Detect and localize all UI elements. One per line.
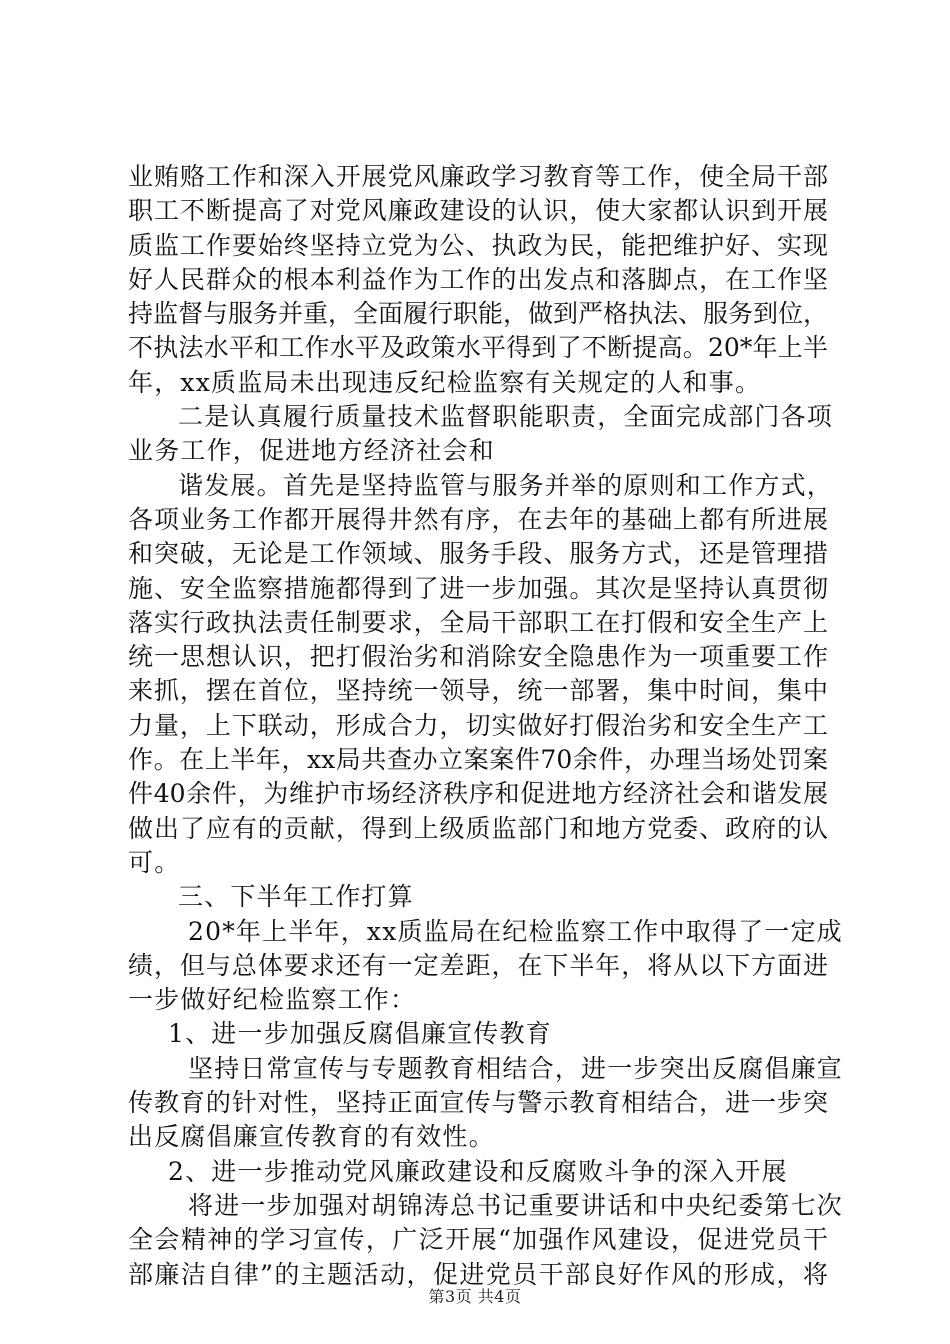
paragraph-start-line: 将进一步加强对胡锦涛总书记重要讲话和中央纪委第七次 (188, 1190, 844, 1220)
paragraph-start-line: 谐发展。首先是坚持监管与服务并举的原则和工作方式， (178, 470, 834, 500)
text-line: 业务工作，促进地方经济社会和 (128, 436, 495, 466)
text-line: 施、安全监察措施都得到了进一步加强。其次是坚持认真贯彻 (128, 573, 828, 603)
paragraph-start-line: 坚持日常宣传与专题教育相结合，进一步突出反腐倡廉宣 (188, 1053, 844, 1083)
text-line: 一步做好纪检监察工作： (128, 985, 417, 1015)
text-line: 作。在上半年，xx局共查办立案案件70余件，办理当场处罚案 (128, 745, 828, 775)
text-line: 不执法水平和工作水平及政策水平得到了不断提高。20*年上半 (128, 333, 828, 363)
text-line: 统一思想认识，把打假治劣和消除安全隐患作为一项重要工作 (128, 642, 828, 672)
text-line: 各项业务工作都开展得井然有序，在去年的基础上都有所进展 (128, 504, 828, 534)
text-line: 部廉洁自律”的主题活动，促进党员干部良好作风的形成，将 (128, 1259, 828, 1289)
paragraph-start-line: 二是认真履行质量技术监督职能职责，全面完成部门各项 (178, 402, 834, 432)
text-line: 可。 (128, 847, 181, 877)
text-line: 持监督与服务并重，全面履行职能，做到严格执法、服务到位， (128, 299, 829, 329)
text-line: 做出了应有的贡献，得到上级质监部门和地方党委、政府的认 (128, 813, 828, 843)
subsection-heading: 2、进一步推动党风廉政建设和反腐败斗争的深入开展 (168, 1156, 788, 1186)
subsection-heading: 1、进一步加强反腐倡廉宣传教育 (168, 1019, 552, 1049)
text-line: 好人民群众的根本利益作为工作的出发点和落脚点，在工作坚 (128, 264, 828, 294)
section-heading: 三、下半年工作打算 (178, 882, 414, 912)
text-line: 传教育的针对性，坚持正面宣传与警示教育相结合，进一步突 (128, 1088, 828, 1118)
text-line: 职工不断提高了对党风廉政建设的认识，使大家都认识到开展 (128, 196, 828, 226)
text-line: 落实行政执法责任制要求，全局干部职工在打假和安全生产上 (128, 607, 828, 637)
text-line: 质监工作要始终坚持立党为公、执政为民，能把维护好、实现 (128, 230, 828, 260)
text-line: 业贿赂工作和深入开展党风廉政学习教育等工作，使全局干部 (128, 162, 828, 191)
text-line: 力量，上下联动，形成合力，切实做好打假治劣和安全生产工 (128, 710, 828, 740)
text-line: 来抓，摆在首位，坚持统一领导，统一部署，集中时间，集中 (128, 676, 828, 706)
text-line: 全会精神的学习宣传，广泛开展“加强作风建设，促进党员干 (128, 1225, 828, 1255)
text-line: 年，xx质监局未出现违反纪检监察有关规定的人和事。 (128, 367, 762, 397)
paragraph-start-line: 20*年上半年，xx质监局在纪检监察工作中取得了一定成 (188, 916, 843, 946)
page-footer: 第3页 共4页 (428, 1287, 522, 1306)
document-body (128, 160, 844, 1292)
text-line: 出反腐倡廉宣传教育的有效性。 (128, 1122, 495, 1152)
text-line: 绩，但与总体要求还有一定差距，在下半年，将从以下方面进 (128, 950, 828, 980)
text-line: 件40余件，为维护市场经济秩序和促进地方经济社会和谐发展 (128, 779, 828, 809)
text-line: 和突破，无论是工作领域、服务手段、服务方式，还是管理措 (128, 539, 828, 569)
